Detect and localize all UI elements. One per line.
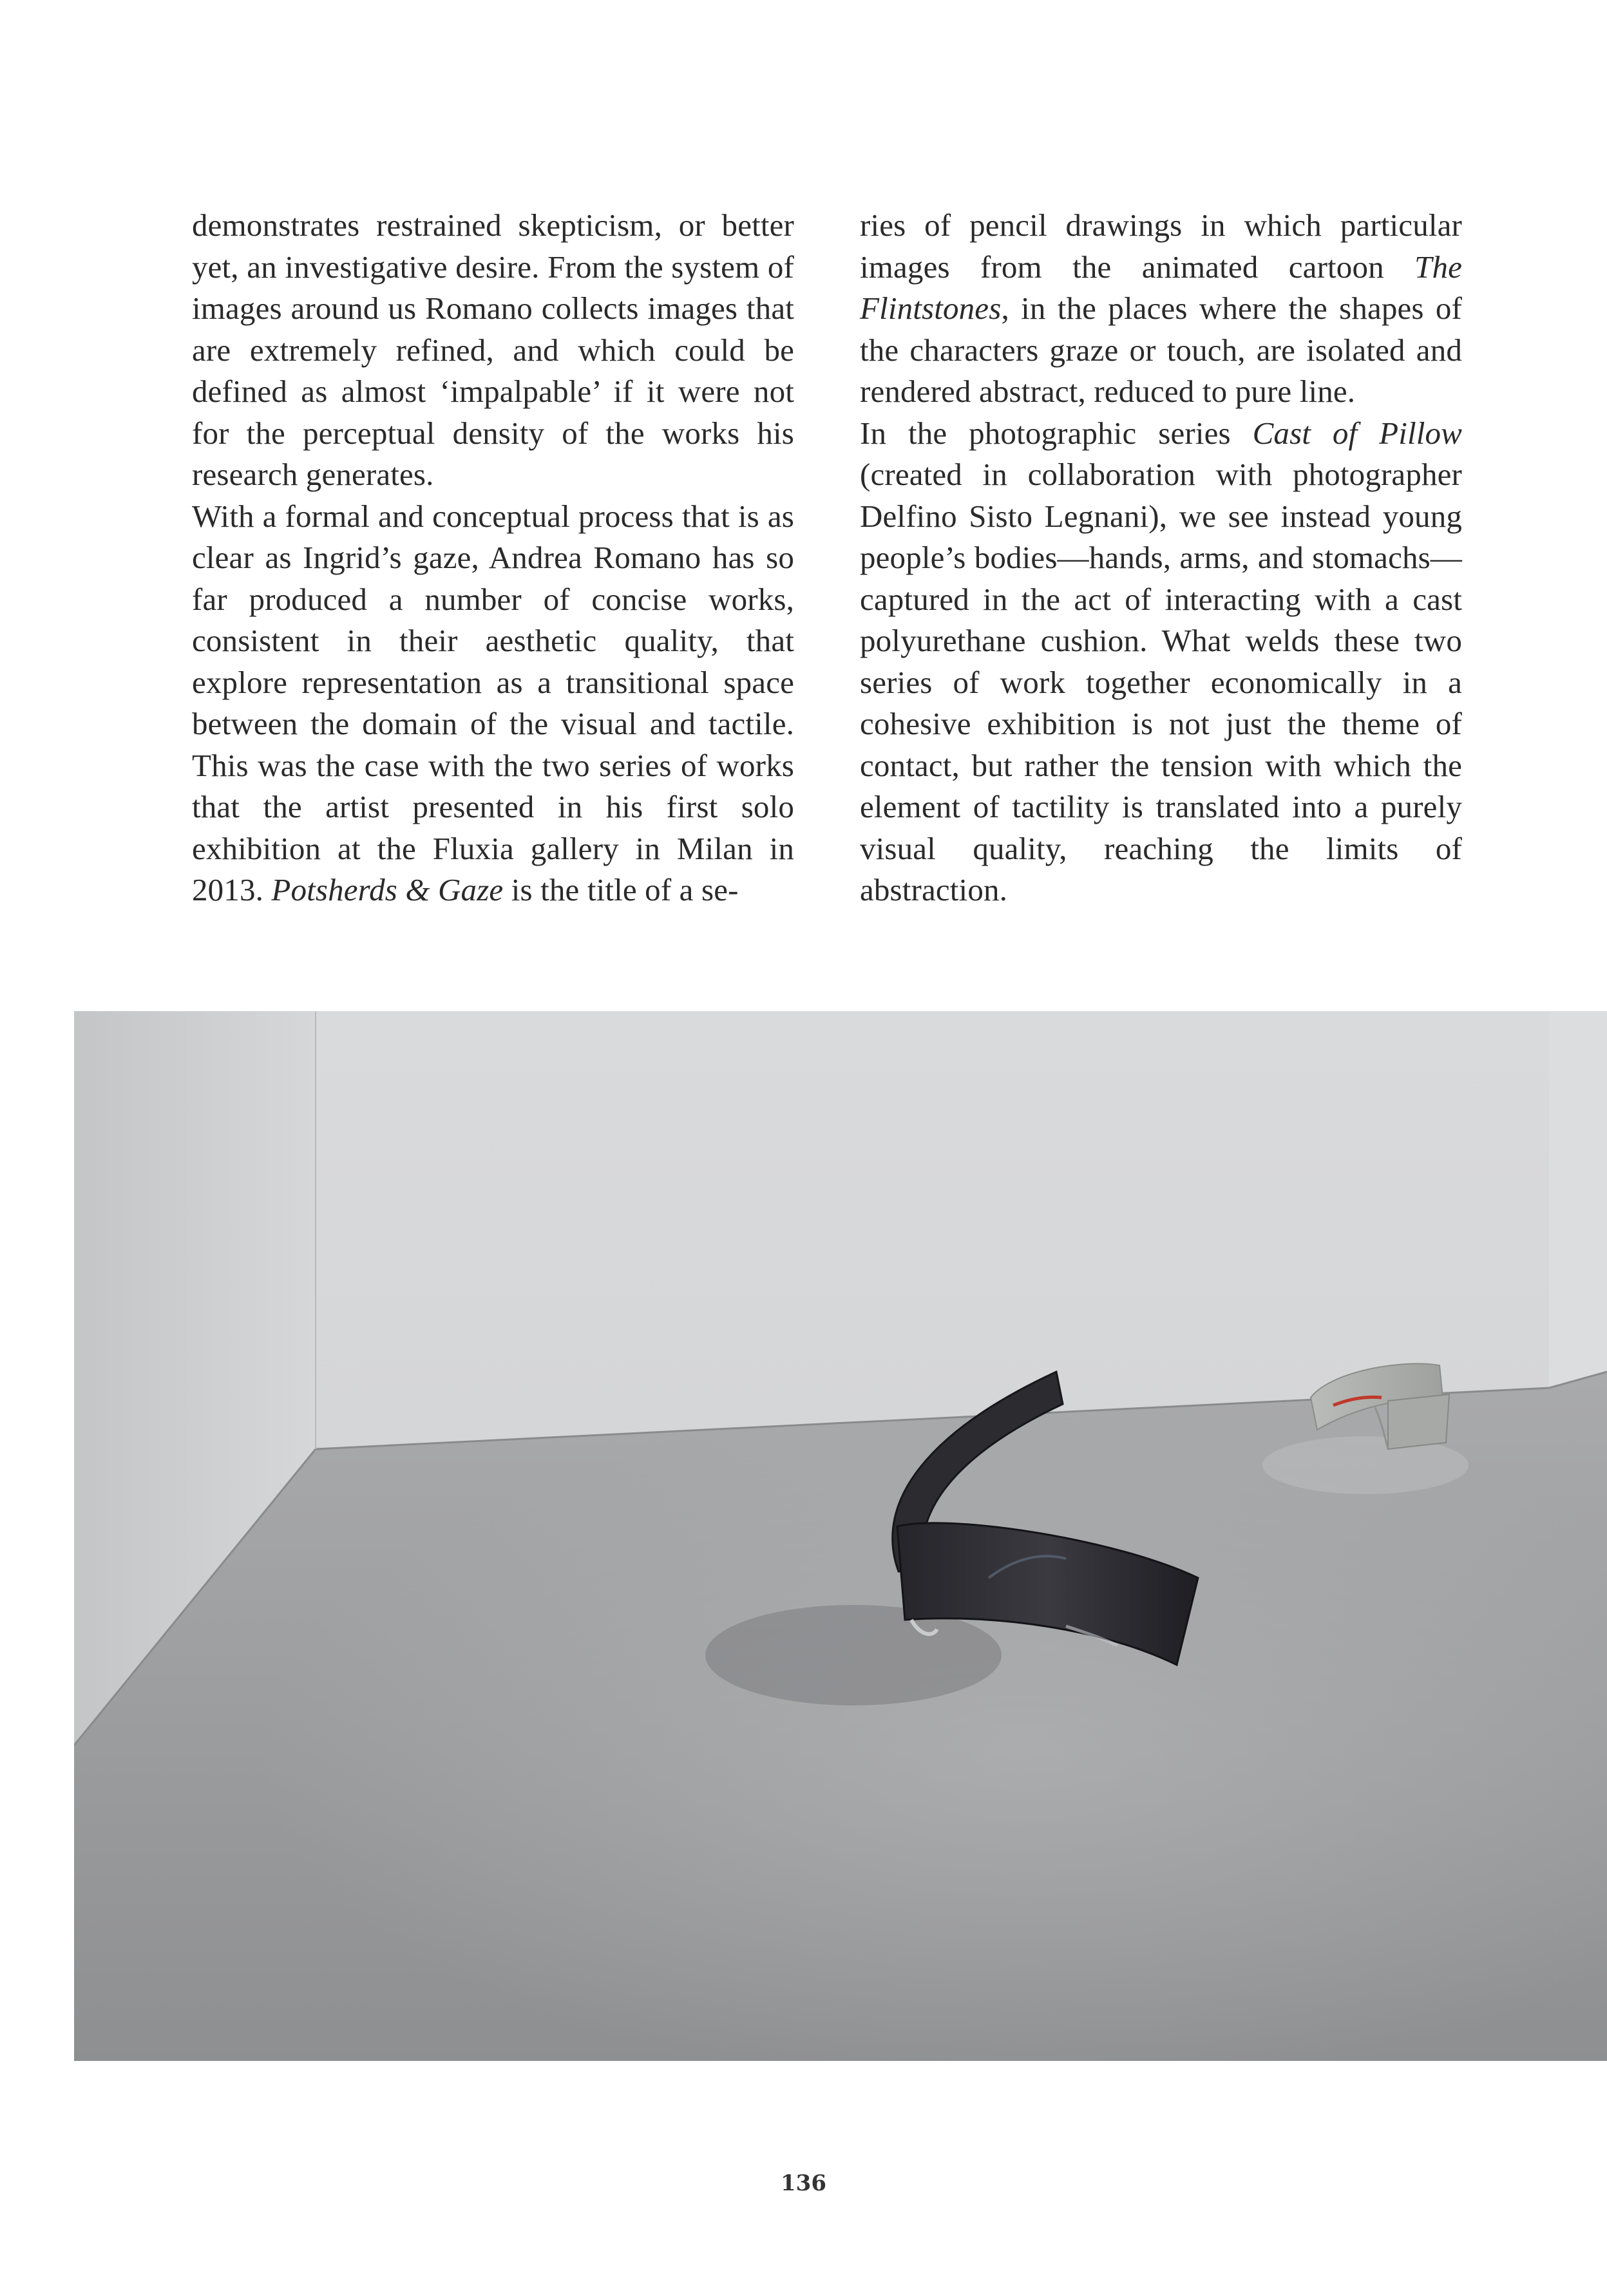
text-column-right [860,205,1462,911]
right-wall [1549,1011,1607,1388]
work-title-cast-of-pillow: Cast of Pillow [1252,415,1462,451]
text-column-left [192,205,794,911]
paragraph-1: demonstrates restrained skepticism, or better yet, an investigative desire. From the system of images around us Romano collects images that are extremely refined, and which could be defined as almost ‘impalpable’ if it were not for the perceptual density of the works his research generates. [192,207,794,492]
page-number: 136 [781,2170,826,2196]
paragraph-2-text: With a formal and conceptual process that is as clear as Ingrid’s gaze, Andrea Romano has so far produced a number of concise works, consistent in their aesthetic quality, that explore representation as a transitional space between the domain of the visual and tactile. This was the case with the two series of works that the artist presented in his first solo exhibition at the Fluxia gallery in Milan in 2013. [192,498,794,907]
paragraph-2-tail: is the title of a se- [511,872,739,907]
paragraph-3-head: ries of pencil drawings in which particular images from the animated cartoon [860,207,1462,285]
paragraph-2 [192,496,794,911]
paragraph-4 [860,413,1462,911]
paragraph-4-tail: (created in collaboration with photographer Delfino Sisto Legnani), we see instead young people’s bodies—hands, arms, and stomachs—captured in the act of interacting with a cast polyurethane cushion. What welds these two series of work together economically in a cohesive exhibition is not just the theme of contact, but rather the tension with which the element of tactility is translated into a purely visual quality, reaching the limits of abstraction. [860,457,1462,907]
work-title-flintstones: The Flintstones [860,249,1462,326]
paragraph-3 [860,205,1462,413]
gallery-installation-photo [74,1011,1607,2061]
paragraph-4-head: In the photographic series [860,415,1231,451]
paragraph-3-tail: , in the places where the shapes of the characters graze or touch, are isolated and rendered abstract, reduced to pure line. [860,290,1462,409]
work-title-potsherds-gaze: Potsherds & Gaze [271,872,504,907]
